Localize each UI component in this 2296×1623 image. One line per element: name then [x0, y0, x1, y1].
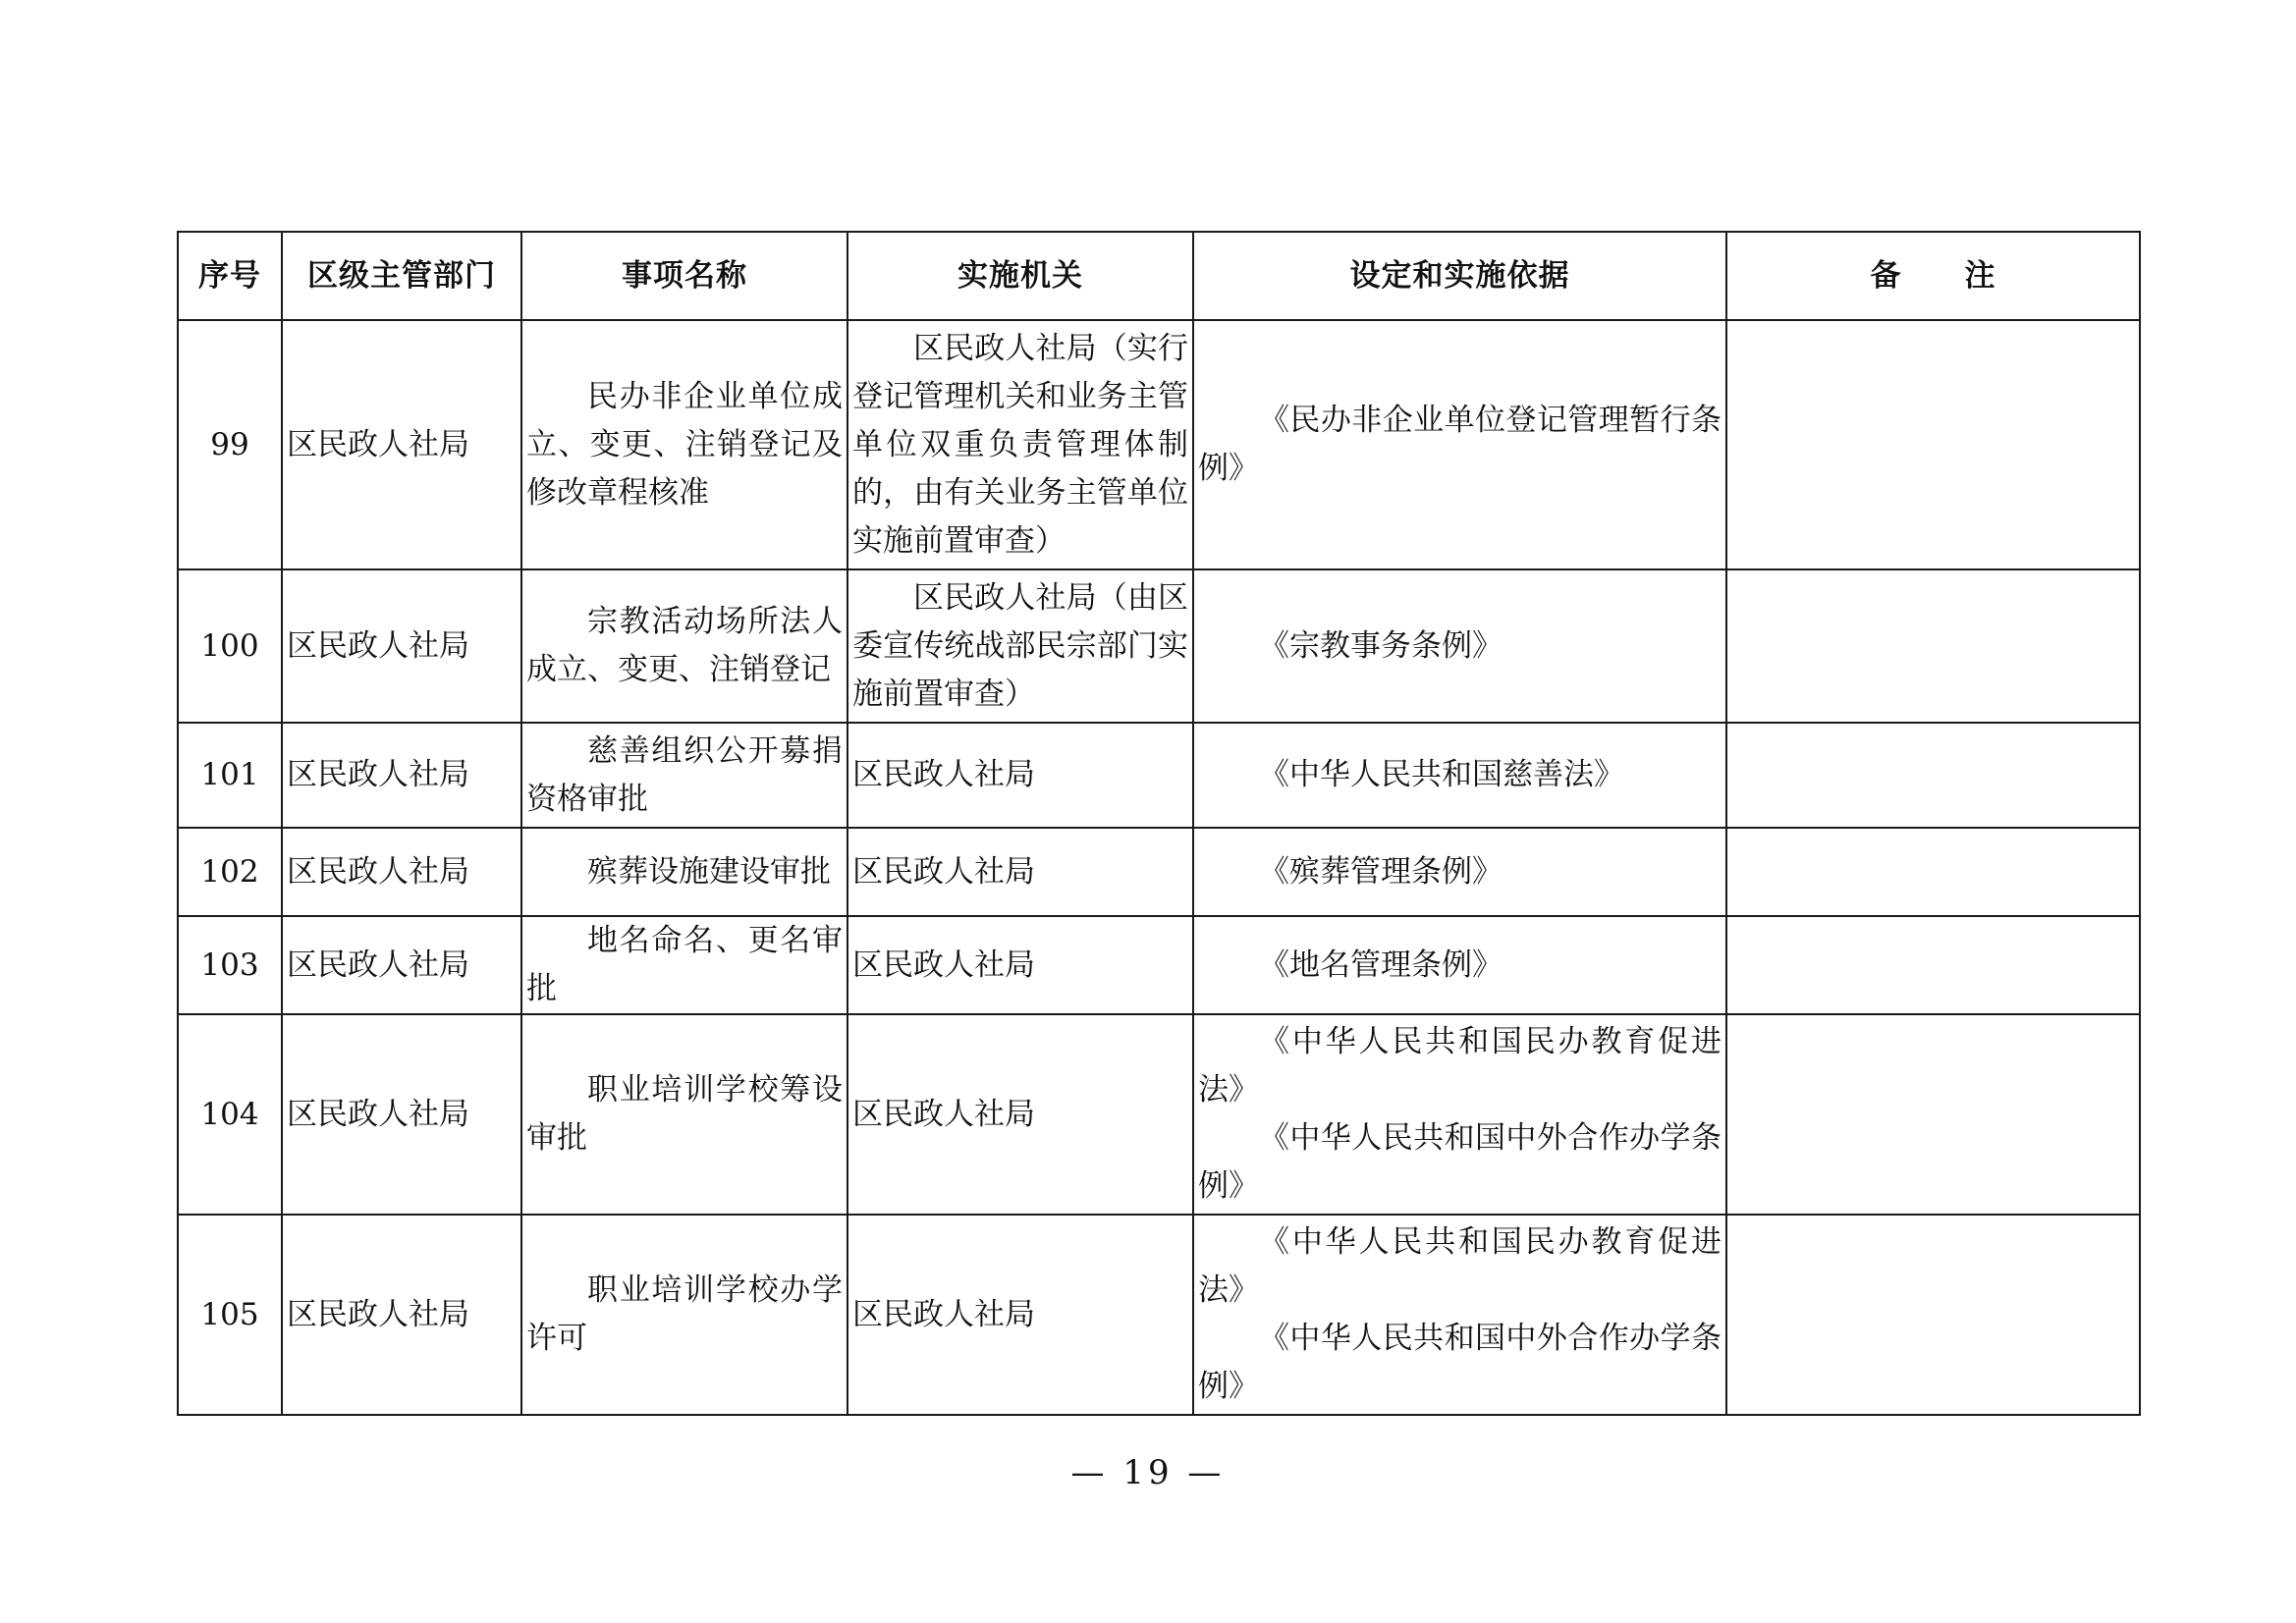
cell-note	[1726, 1014, 2140, 1215]
basis-text: 《地名管理条例》	[1259, 947, 1503, 983]
cell-no: 101	[178, 723, 282, 828]
item-text: 慈善组织公开募捐资格审批	[526, 732, 843, 817]
cell-note	[1726, 569, 2140, 723]
cell-basis	[1193, 320, 1726, 569]
header-dept: 区级主管部门	[282, 232, 521, 320]
cell-no: 100	[178, 569, 282, 723]
cell-note	[1726, 828, 2140, 916]
table-header-row	[178, 232, 2140, 320]
cell-item	[521, 1215, 847, 1415]
header-no: 序号	[178, 232, 282, 320]
item-text: 殡葬设施建设审批	[587, 853, 831, 890]
basis-text: 《中华人民共和国中外合作办学条例》	[1198, 1321, 1722, 1404]
authority-text: 区民政人社局（实行登记管理机关和业务主管单位双重负责管理体制的，由有关业务主管单位实施前置审查）	[852, 330, 1188, 559]
cell-basis	[1193, 828, 1726, 916]
cell-basis	[1193, 723, 1726, 828]
admin-approval-table	[177, 231, 2141, 1416]
table-row	[178, 723, 2140, 828]
cell-no: 99	[178, 320, 282, 569]
cell-dept: 区民政人社局	[282, 1014, 521, 1215]
cell-item	[521, 828, 847, 916]
table-row	[178, 1014, 2140, 1215]
authority-text: 区民政人社局（由区委宣传统战部民宗部门实施前置审查）	[852, 579, 1188, 712]
table-row	[178, 320, 2140, 569]
cell-dept: 区民政人社局	[282, 1215, 521, 1415]
cell-authority: 区民政人社局	[847, 828, 1193, 916]
basis-text: 《中华人民共和国民办教育促进法》	[1198, 1024, 1722, 1108]
item-text: 职业培训学校筹设审批	[526, 1072, 843, 1156]
basis-text: 《中华人民共和国中外合作办学条例》	[1198, 1120, 1722, 1204]
header-authority: 实施机关	[847, 232, 1193, 320]
cell-basis	[1193, 1014, 1726, 1215]
header-basis: 设定和实施依据	[1193, 232, 1726, 320]
basis-text: 《中华人民共和国慈善法》	[1259, 757, 1624, 792]
cell-basis	[1193, 569, 1726, 723]
cell-authority: 区民政人社局	[847, 723, 1193, 828]
cell-item	[521, 1014, 847, 1215]
cell-note	[1726, 1215, 2140, 1415]
item-text: 职业培训学校办学许可	[526, 1272, 843, 1356]
table-row	[178, 569, 2140, 723]
cell-authority: 区民政人社局	[847, 916, 1193, 1014]
basis-text: 《殡葬管理条例》	[1259, 853, 1503, 890]
cell-dept: 区民政人社局	[282, 828, 521, 916]
item-text: 地名命名、更名审批	[526, 923, 843, 1006]
cell-dept: 区民政人社局	[282, 723, 521, 828]
cell-authority: 区民政人社局	[847, 1014, 1193, 1215]
cell-note	[1726, 320, 2140, 569]
cell-note	[1726, 916, 2140, 1014]
cell-authority: 区民政人社局	[847, 1215, 1193, 1415]
cell-dept: 区民政人社局	[282, 320, 521, 569]
item-text: 民办非企业单位成立、变更、注销登记及修改章程核准	[526, 378, 843, 511]
cell-note	[1726, 723, 2140, 828]
basis-text: 《民办非企业单位登记管理暂行条例》	[1198, 403, 1722, 486]
header-note: 备 注	[1726, 232, 2140, 320]
cell-basis	[1193, 1215, 1726, 1415]
cell-no: 105	[178, 1215, 282, 1415]
basis-text: 《宗教事务条例》	[1259, 627, 1503, 664]
cell-no: 104	[178, 1014, 282, 1215]
header-item: 事项名称	[521, 232, 847, 320]
table-row	[178, 828, 2140, 916]
item-text: 宗教活动场所法人成立、变更、注销登记	[526, 604, 843, 687]
cell-authority	[847, 320, 1193, 569]
cell-dept: 区民政人社局	[282, 569, 521, 723]
cell-basis	[1193, 916, 1726, 1014]
table-row	[178, 1215, 2140, 1415]
cell-item	[521, 916, 847, 1014]
cell-no: 103	[178, 916, 282, 1014]
page-number: — 19 —	[1070, 1453, 1226, 1492]
cell-no: 102	[178, 828, 282, 916]
cell-item	[521, 569, 847, 723]
cell-item	[521, 723, 847, 828]
cell-authority	[847, 569, 1193, 723]
cell-dept: 区民政人社局	[282, 916, 521, 1014]
cell-item	[521, 320, 847, 569]
basis-text: 《中华人民共和国民办教育促进法》	[1198, 1224, 1722, 1308]
table-row	[178, 916, 2140, 1014]
